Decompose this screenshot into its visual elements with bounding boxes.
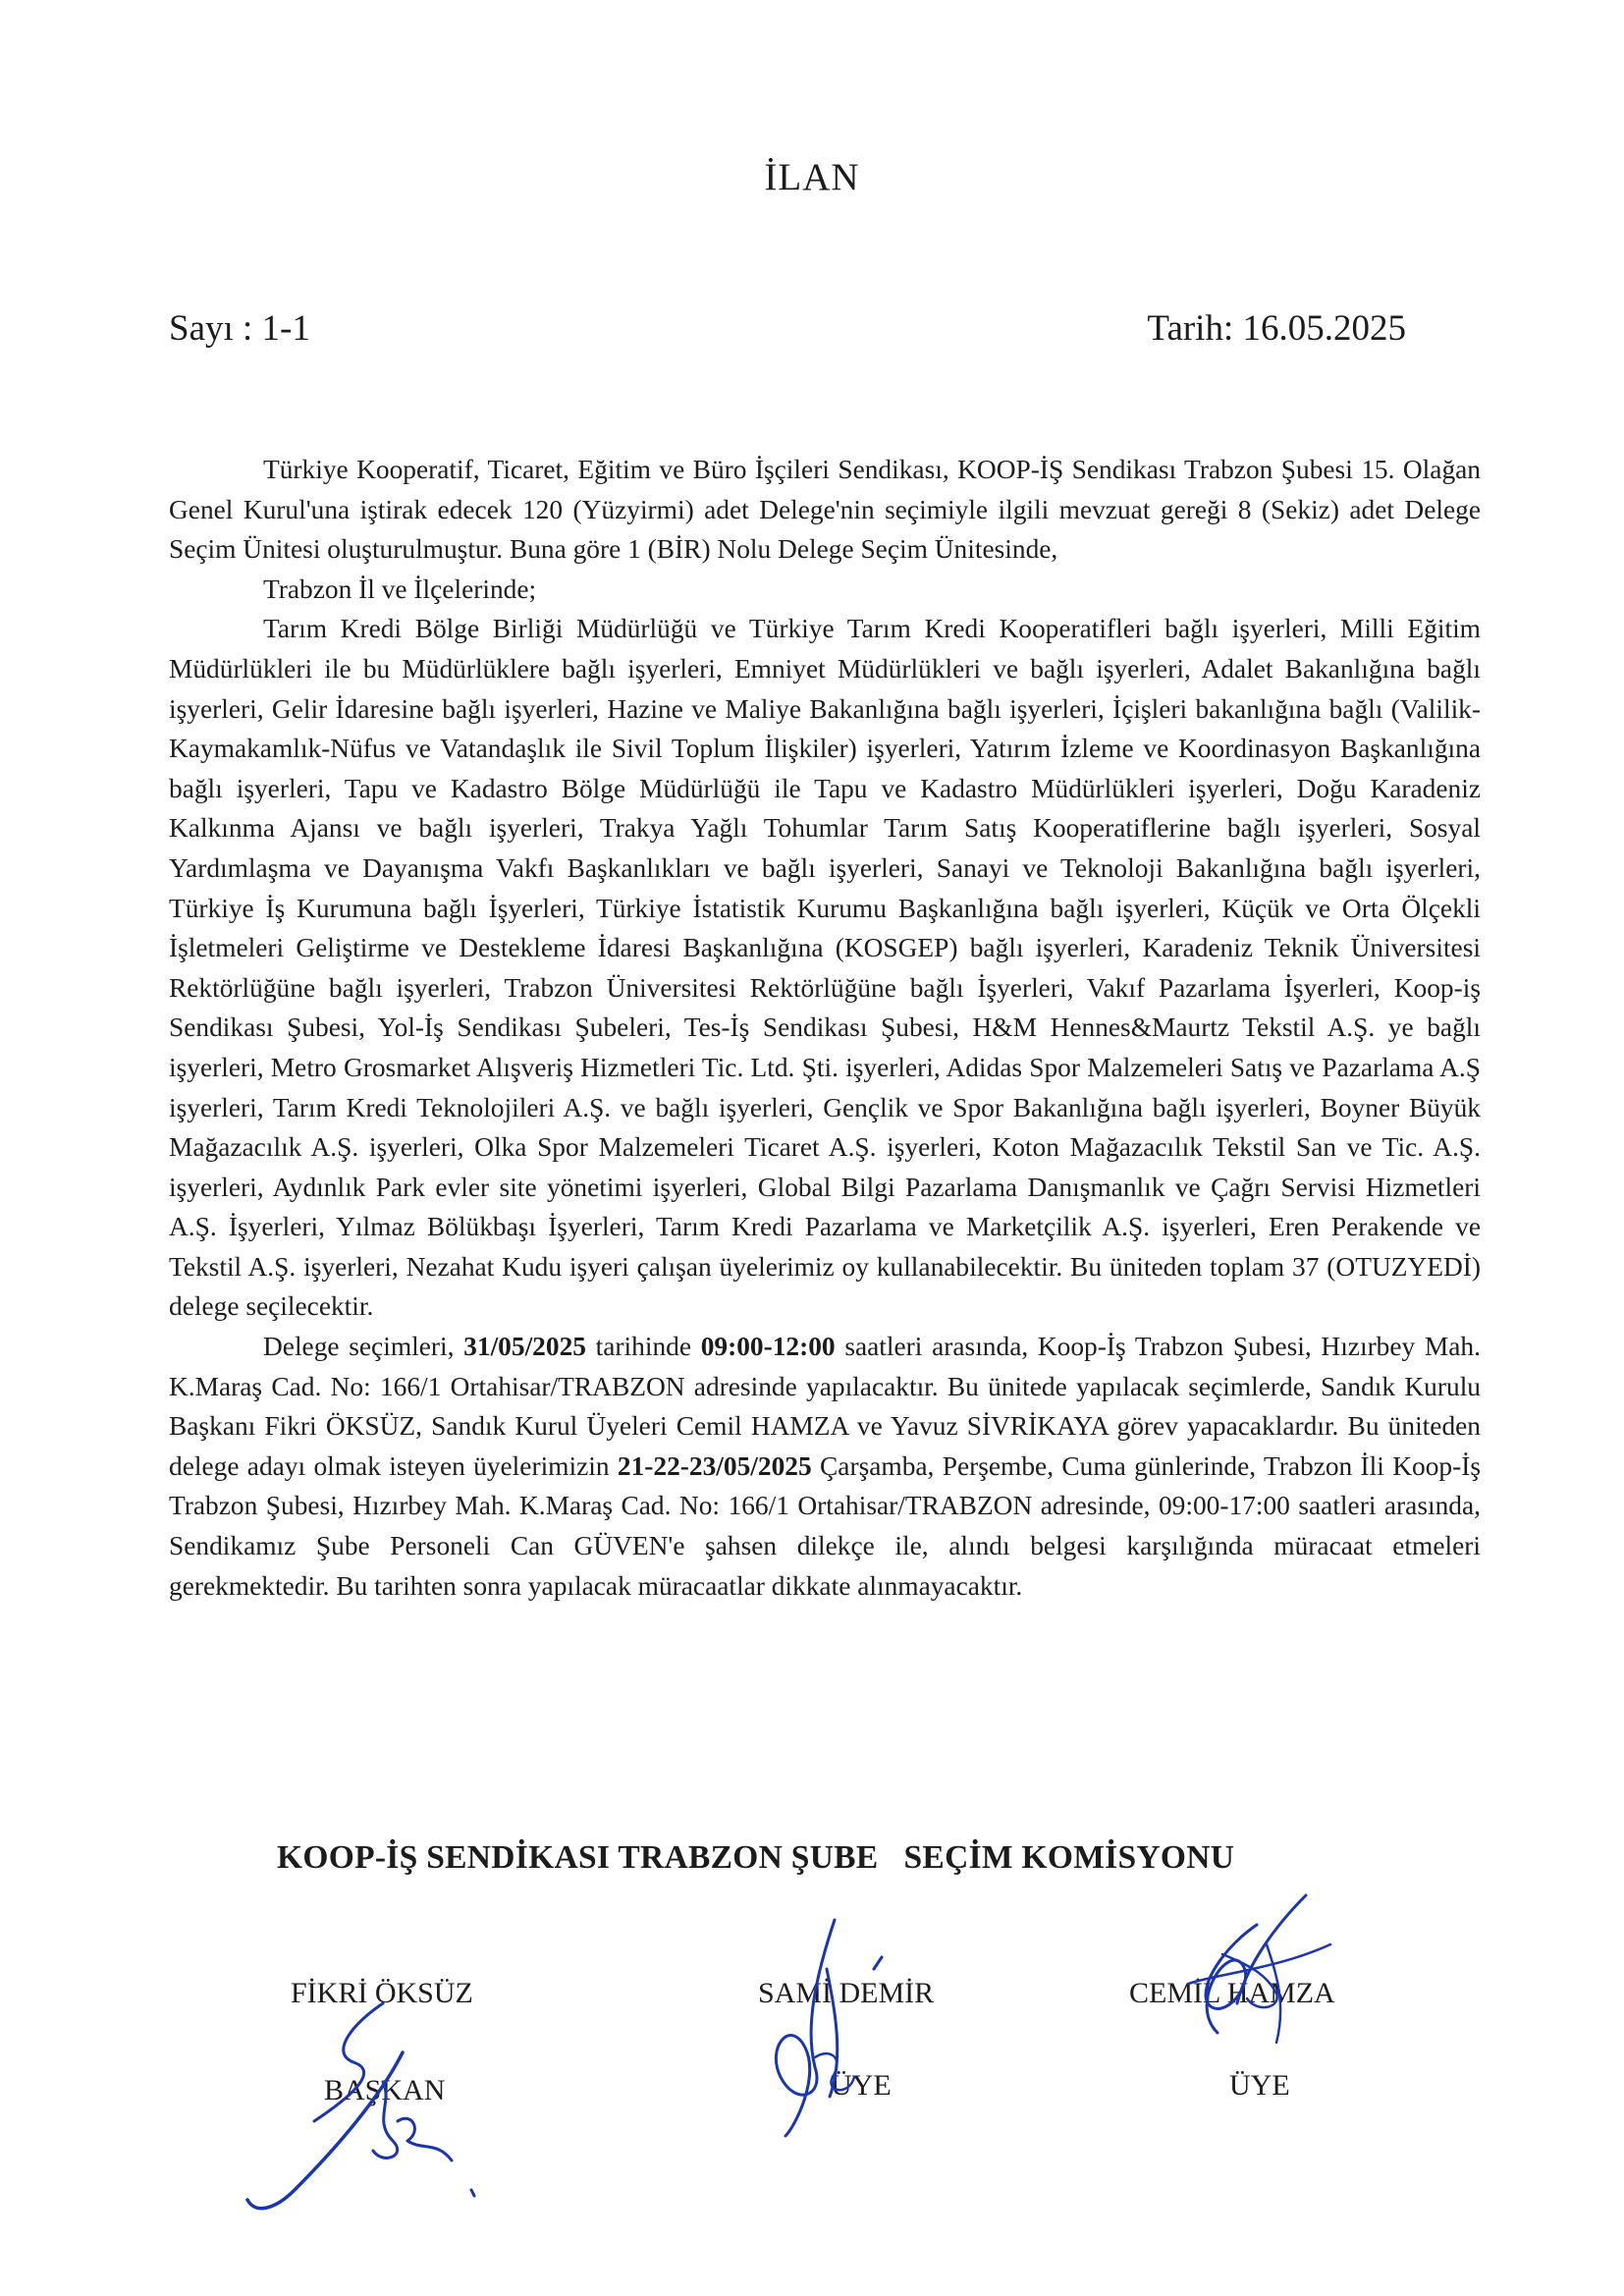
- paragraph-workplaces: Tarım Kredi Bölge Birliği Müdürlüğü ve Türkiye Tarım Kredi Kooperatifleri bağlı işyerleri, Milli Eğitim Müdürlükleri ile bu Müdürlüklere bağlı işyerleri, Emniyet Müdürlükleri ve bağlı işyerleri, Adalet Bakanlığına bağlı işyerleri, Gelir İdaresine bağlı işyerleri, Hazine ve Maliye Bakanlığına bağlı işyerleri, İçişleri bakanlığına bağlı (Valilik-Kaymakamlık-Nüfus ve Vatandaşlık ile Sivil Toplum İlişkiler) işyerleri, Yatırım İzleme ve Koordinasyon Başkanlığına bağlı işyerleri, Tapu ve Kadastro Bölge Müdürlüğü ile Tapu ve Kadastro Müdürlükleri işyerleri, Doğu Karadeniz Kalkınma Ajansı ve bağlı işyerleri, Trakya Yağlı Tohumlar Tarım Satış Kooperatiflerine bağlı işyerleri, Sosyal Yardımlaşma ve Dayanışma Vakfı Başkanlıkları ve bağlı işyerleri, Sanayi ve Teknoloji Bakanlığına bağlı işyerleri, Türkiye İş Kurumuna bağlı İşyerleri, Türkiye İstatistik Kurumu Başkanlığına bağlı işyerleri, Küçük ve Orta Ölçekli İşletmeleri Geliştirme ve Destekleme İdaresi Başkanlığına (KOSGEP) bağlı işyerleri, Karadeniz Teknik Üniversitesi Rektörlüğüne bağlı işyerleri, Trabzon Üniversitesi Rektörlüğüne bağlı İşyerleri, Vakıf Pazarlama İşyerleri, Koop-iş Sendikası Şubesi, Yol-İş Sendikası Şubeleri, Tes-İş Sendikası Şubesi, H&M Hennes&Maurtz Tekstil A.Ş. ye bağlı işyerleri, Metro Grosmarket Alışveriş Hizmetleri Tic. Ltd. Şti. işyerleri, Adidas Spor Malzemeleri Satış ve Pazarlama A.Ş işyerleri, Tarım Kredi Teknolojileri A.Ş. ve bağlı işyerleri, Gençlik ve Spor Bakanlığına bağlı işyerleri, Boyner Büyük Mağazacılık A.Ş. işyerleri, Olka Spor Malzemeleri Ticaret A.Ş. işyerleri, Koton Mağazacılık Tekstil San ve Tic. A.Ş. işyerleri, Aydınlık Park evler site yönetimi işyerleri, Global Bilgi Pazarlama Danışmanlık ve Çağrı Servisi Hizmetleri A.Ş. İşyerleri, Yılmaz Bölükbaşı İşyerleri, Tarım Kredi Pazarlama ve Marketçilik A.Ş. işyerleri, Eren Perakende ve Tekstil A.Ş. işyerleri, Nezahat Kudu işyeri çalışan üyelerimiz oy kullanabilecektir. Bu üniteden toplam 37 (OTUZYEDİ) delege seçilecektir.: [169, 614, 1481, 1322]
- document-date: Tarih: 16.05.2025: [1147, 308, 1406, 349]
- document-title: İLAN: [764, 156, 860, 198]
- text-run: Çarşamba, Perşembe, Cuma günlerinde, Trabzon İli Koop-İş Trabzon Şubesi, Hızırbey Mah. K.Maraş Cad. No: 166/1 Ortahisar/TRABZON adresinde, 09:00-17:00 saatleri arasında, Sendikamız Şube Personeli Can GÜVEN'e şahsen dilekçe ile, alındı belgesi karşılığında müracaat etmeleri gerekmektedir. Bu tarihten sonra yapılacak müracaatlar dikkate alınmayacaktır.: [169, 1450, 1481, 1601]
- text-run: saatleri arasında, Koop-İş Trabzon Şubesi, Hızırbey Mah. K.Maraş Cad. No: 166/1 Ortahisar/TRABZON adresinde yapılacaktır. Bu ünitede yapılacak seçimlerde, Sandık Kurulu Başkanı Fikri ÖKSÜZ, Sandık Kurul Üyeleri Cemil HAMZA ve Yavuz SİVRİKAYA görev yapacaklardır. Bu üniteden delege adayı olmak isteyen üyelerimizin: [169, 1332, 1481, 1481]
- signature-role-2: ÜYE: [831, 2069, 892, 2102]
- signature-role-1: BAŞKAN: [324, 2074, 446, 2106]
- handwritten-signature-1: [236, 1994, 491, 2219]
- paragraph-election-details: [169, 1327, 1481, 1606]
- signature-name-1: FİKRİ ÖKSÜZ: [291, 1977, 473, 2009]
- document-number: Sayı : 1-1: [169, 308, 310, 349]
- signature-name-3: CEMİL HAMZA: [1129, 1977, 1335, 2009]
- text-run: Delege seçimleri,: [263, 1332, 464, 1362]
- election-date: 31/05/2025: [463, 1332, 586, 1362]
- text-run: tarihinde: [585, 1332, 701, 1362]
- announcement-body: [169, 450, 1481, 1606]
- signature-role-3: ÜYE: [1229, 2069, 1290, 2102]
- application-dates: 21-22-23/05/2025: [617, 1450, 812, 1481]
- election-time: 09:00-12:00: [700, 1332, 836, 1362]
- paragraph-intro: Türkiye Kooperatif, Ticaret, Eğitim ve Büro İşçileri Sendikası, KOOP-İŞ Sendikası Trabzon Şubesi 15. Olağan Genel Kurul'una iştirak edecek 120 (Yüzyirmi) adet Delege'nin seçimiyle ilgili mevzuat gereği 8 (Sekiz) adet Delege Seçim Ünitesi oluşturulmuştur. Buna göre 1 (BİR) Nolu Delege Seçim Ünitesinde,: [169, 455, 1481, 565]
- handwritten-signature-3: [1129, 1886, 1345, 2052]
- committee-title: KOOP-İŞ SENDİKASI TRABZON ŞUBE SEÇİM KOMİSYONU: [277, 1839, 1235, 1876]
- paragraph-region: Trabzon İl ve İlçelerinde;: [263, 574, 537, 604]
- handwritten-signature-2: [736, 1910, 913, 2146]
- signature-name-2: SAMİ DEMİR: [758, 1977, 935, 2009]
